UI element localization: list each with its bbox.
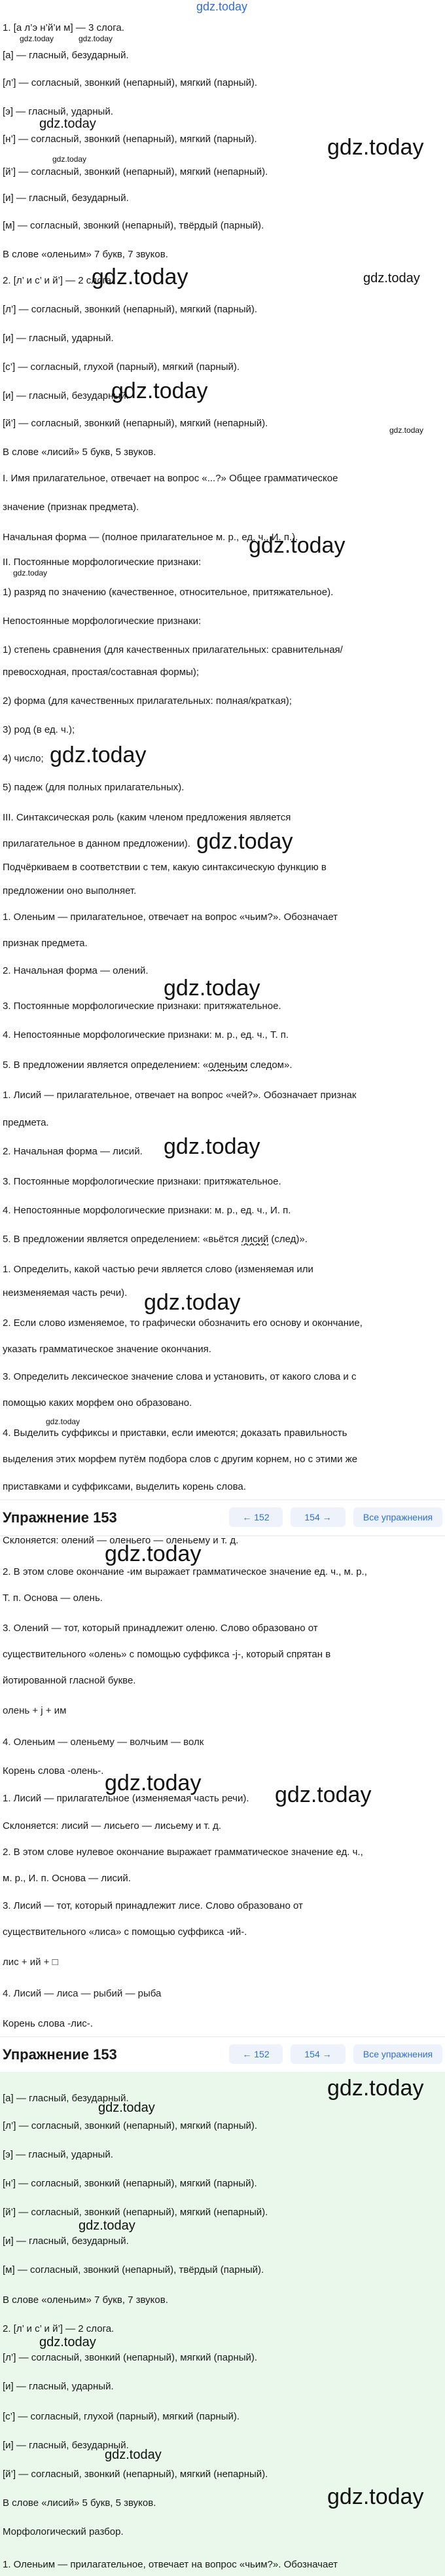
text-line: [л’] — согласный, звонкий (непарный), мягкий (парный). bbox=[3, 2120, 258, 2131]
text-line: [и] — гласный, ударный. bbox=[3, 333, 114, 344]
watermark: gdz.today bbox=[98, 2101, 155, 2115]
watermark: gdz.today bbox=[13, 568, 48, 578]
text-line: [э] — гласный, ударный. bbox=[3, 2149, 113, 2160]
text-line: Склоняется: лисий — лисьего — лисьему и т. д. bbox=[3, 1820, 222, 1831]
text-line: 2. В этом слове окончание -им выражает грамматическое значение ед. ч., м. р., bbox=[3, 1566, 367, 1577]
text-line: 2. [л’ и с’ и й’] — 2 слога. bbox=[3, 275, 115, 286]
text-line: 1) степень сравнения (для качественных прилагательных: сравнительная/ bbox=[3, 644, 343, 655]
text-line: превосходная, простая/составная формы); bbox=[3, 667, 199, 678]
text-line: [н’] — согласный, звонкий (непарный), мягкий (парный). bbox=[3, 134, 257, 145]
text-line: 4) число; bbox=[3, 753, 44, 764]
text-line: 3. Определить лексическое значение слова и установить, от какого слова и с bbox=[3, 1371, 357, 1382]
text-line: [с’] — согласный, глухой (парный), мягкий (парный). bbox=[3, 2411, 240, 2422]
text-line: I. Имя прилагательное, отвечает на вопрос «...?» Общее грамматическое bbox=[3, 473, 338, 484]
text-line: В слове «оленьим» 7 букв, 7 звуков. bbox=[3, 249, 168, 260]
text-line: указать грамматическое значение окончания. bbox=[3, 1344, 211, 1355]
text-line: [и] — гласный, безударный. bbox=[3, 193, 129, 204]
morpheme-formula: олень + j + им bbox=[3, 1705, 67, 1716]
text-part: 5. В предложении является определением: « bbox=[3, 1059, 209, 1071]
watermark: gdz.today bbox=[50, 743, 147, 767]
exercise-nav bbox=[0, 2036, 445, 2073]
text-line: [э] — гласный, ударный. bbox=[3, 106, 113, 117]
text-line: 2. Начальная форма — лисий. bbox=[3, 1146, 143, 1157]
text-line: 2. В этом слове нулевое окончание выражает грамматическое значение ед. ч., bbox=[3, 1847, 363, 1858]
text-line: Начальная форма — (полное прилагательное м. р., ед. ч., И. п.). bbox=[3, 532, 298, 543]
definition-line-olenim bbox=[3, 1059, 441, 1071]
text-line: 2. Если слово изменяемое, то графически обозначить его основу и окончание, bbox=[3, 1317, 363, 1329]
text-line: 5) падеж (для полных прилагательных). bbox=[3, 782, 185, 793]
watermark: gdz.today bbox=[39, 117, 96, 131]
definition-line-lisiy bbox=[3, 1234, 441, 1245]
prev-exercise-button[interactable]: ← 152 bbox=[229, 1507, 283, 1527]
text-line: предложении оно выполняет. bbox=[3, 885, 137, 896]
watermark: gdz.today bbox=[196, 829, 293, 854]
text-line: [й’] — согласный, звонкий (непарный), мягкий (непарный). bbox=[3, 166, 268, 177]
exercise-nav bbox=[0, 1500, 445, 1536]
text-line: Корень слова -лис-. bbox=[3, 2018, 93, 2029]
text-line: [и] — гласный, ударный. bbox=[3, 2381, 114, 2392]
watermark: gdz.today bbox=[39, 2335, 96, 2349]
watermark: gdz.today bbox=[363, 271, 420, 285]
text-line: [л’] — согласный, звонкий (непарный), мягкий (парный). bbox=[3, 304, 258, 315]
text-line: Непостоянные морфологические признаки: bbox=[3, 616, 202, 627]
morpheme-formula: лис + ий + □ bbox=[3, 1957, 58, 1968]
text-line: 2) форма (для качественных прилагательных: полная/краткая); bbox=[3, 695, 292, 707]
watermark: gdz.today bbox=[105, 2448, 162, 2462]
watermark: gdz.today bbox=[111, 378, 208, 403]
text-line: Подчёркиваем в соответствии с тем, какую синтаксическую функцию в bbox=[3, 862, 327, 873]
text-line: Склоняется: олений — оленьего — оленьему и т. д. bbox=[3, 1535, 239, 1546]
text-line: [м] — согласный, звонкий (непарный), твёрдый (парный). bbox=[3, 2264, 264, 2275]
all-exercises-button[interactable]: Все упражнения bbox=[353, 1507, 442, 1527]
text-line: II. Постоянные морфологические признаки: bbox=[3, 557, 202, 568]
text-line: [и] — гласный, безударный. bbox=[3, 2440, 129, 2451]
exercise-title: Упражнение 153 bbox=[3, 1509, 117, 1526]
text-line: помощью каких морфем оно образовано. bbox=[3, 1397, 192, 1408]
text-line: В слове «лисий» 5 букв, 5 звуков. bbox=[3, 2497, 156, 2509]
text-line: [м] — согласный, звонкий (непарный), твёрдый (парный). bbox=[3, 220, 264, 231]
prev-exercise-button[interactable]: ← 152 bbox=[229, 2044, 283, 2064]
next-exercise-button[interactable]: 154 → bbox=[291, 2044, 346, 2064]
text-line: 1. Лисий — прилагательное (изменяемая часть речи). bbox=[3, 1793, 249, 1804]
underlined-word: оленьим bbox=[208, 1059, 248, 1071]
text-line: [й’] — согласный, звонкий (непарный), мягкий (непарный). bbox=[3, 418, 268, 429]
morpheme-formula: 4. Оленьим — оленьему — волчьим — волк bbox=[3, 1737, 204, 1748]
exercise-title: Упражнение 153 bbox=[3, 2046, 117, 2063]
watermark: gdz.today bbox=[52, 155, 87, 164]
text-part: (след)». bbox=[268, 1234, 308, 1245]
watermark: gdz.today bbox=[164, 976, 260, 1001]
watermark: gdz.today bbox=[79, 34, 113, 43]
text-line: 3) род (в ед. ч.); bbox=[3, 724, 75, 735]
watermark: gdz.today bbox=[105, 1541, 202, 1566]
text-line: [с’] — согласный, глухой (парный), мягкий (парный). bbox=[3, 361, 240, 373]
watermark: gdz.today bbox=[164, 1134, 260, 1159]
text-line: м. р., И. п. Основа — лисий. bbox=[3, 1873, 131, 1884]
text-line: неизменяемая часть речи). bbox=[3, 1287, 128, 1298]
text-line: 3. Олений — тот, который принадлежит оленю. Слово образовано от bbox=[3, 1623, 318, 1634]
watermark: gdz.today bbox=[79, 2218, 135, 2233]
text-line: 1) разряд по значению (качественное, относительное, притяжательное). bbox=[3, 587, 334, 598]
text-line: предмета. bbox=[3, 1117, 49, 1128]
text-line: 3. Лисий — тот, который принадлежит лисе. Слово образовано от bbox=[3, 1900, 303, 1911]
text-line: Корень слова -олень-. bbox=[3, 1765, 104, 1776]
text-line: 4. Непостоянные морфологические признаки: м. р., ед. ч., И. п. bbox=[3, 1205, 291, 1216]
watermark: gdz.today bbox=[144, 1290, 241, 1315]
all-exercises-button[interactable]: Все упражнения bbox=[353, 2044, 442, 2064]
text-line: 4. Выделить суффиксы и приставки, если имеются; доказать правильность bbox=[3, 1427, 347, 1439]
watermark: gdz.today bbox=[92, 265, 188, 289]
watermark: gdz.today bbox=[389, 426, 424, 435]
text-line: 1. Определить, какой частью речи является слово (изменяемая или bbox=[3, 1264, 313, 1275]
text-line: 3. Постоянные морфологические признаки: притяжательное. bbox=[3, 1001, 281, 1012]
top-watermark: gdz.today bbox=[196, 0, 248, 13]
text-line: [л’] — согласный, звонкий (непарный), мягкий (парный). bbox=[3, 77, 258, 88]
watermark: gdz.today bbox=[249, 533, 346, 558]
text-line: [л’] — согласный, звонкий (непарный), мягкий (парный). bbox=[3, 2352, 258, 2363]
text-line: 1. [а л’э н’й’и м] — 3 слога. bbox=[3, 22, 124, 33]
watermark: gdz.today bbox=[20, 34, 54, 43]
underlined-word: лисий bbox=[241, 1234, 269, 1245]
text-line: [а] — гласный, безударный. bbox=[3, 2093, 129, 2104]
watermark: gdz.today bbox=[275, 1782, 372, 1807]
text-line: В слове «лисий» 5 букв, 5 звуков. bbox=[3, 447, 156, 458]
text-line: В слове «оленьим» 7 букв, 7 звуков. bbox=[3, 2294, 168, 2306]
text-line: йотированной гласной букве. bbox=[3, 1675, 136, 1686]
text-line: прилагательное в данном предложении). bbox=[3, 838, 190, 849]
text-line: 4. Непостоянные морфологические признаки: м. р., ед. ч., Т. п. bbox=[3, 1029, 289, 1040]
watermark: gdz.today bbox=[327, 2484, 424, 2509]
text-line: признак предмета. bbox=[3, 938, 88, 949]
watermark: gdz.today bbox=[105, 1771, 202, 1795]
watermark: gdz.today bbox=[327, 2076, 424, 2101]
text-line: 1. Лисий — прилагательное, отвечает на вопрос «чей?». Обозначает признак bbox=[3, 1090, 357, 1101]
text-part: следом». bbox=[247, 1059, 293, 1071]
text-line: 1. Оленьим — прилагательное, отвечает на вопрос «чьим?». Обозначает bbox=[3, 911, 338, 923]
text-line: [и] — гласный, безударный. bbox=[3, 390, 129, 401]
text-line: [й’] — согласный, звонкий (непарный), мягкий (непарный). bbox=[3, 2469, 268, 2480]
next-exercise-button[interactable]: 154 → bbox=[291, 1507, 346, 1527]
text-line: 1. Оленьим — прилагательное, отвечает на вопрос «чьим?». Обозначает bbox=[3, 2559, 338, 2570]
text-line: существительного «олень» с помощью суффикса -j-, который спрятан в bbox=[3, 1649, 331, 1660]
text-line: Морфологический разбор. bbox=[3, 2526, 124, 2537]
text-line: 3. Постоянные морфологические признаки: притяжательное. bbox=[3, 1176, 281, 1187]
text-line: приставками и суффиксами, выделить корень слова. bbox=[3, 1481, 246, 1492]
morpheme-formula: 4. Лисий — лиса — рыбий — рыба bbox=[3, 1988, 162, 1999]
text-line: [и] — гласный, безударный. bbox=[3, 2236, 129, 2247]
text-part: 5. В предложении является определением: «вьётся bbox=[3, 1234, 241, 1245]
highlighted-answer-block bbox=[0, 2072, 445, 2576]
watermark: gdz.today bbox=[327, 135, 424, 160]
text-line: III. Синтаксическая роль (каким членом предложения является bbox=[3, 812, 291, 823]
watermark: gdz.today bbox=[46, 1417, 80, 1426]
text-line: Т. п. Основа — олень. bbox=[3, 1592, 103, 1604]
text-line: [н’] — согласный, звонкий (непарный), мягкий (парный). bbox=[3, 2178, 257, 2189]
text-line: выделения этих морфем путём подбора слов с другим корнем, но с этими же bbox=[3, 1454, 358, 1465]
text-line: 2. [л’ и с’ и й’] — 2 слога. bbox=[3, 2323, 115, 2334]
text-line: [а] — гласный, безударный. bbox=[3, 50, 129, 61]
text-line: 2. Начальная форма — олений. bbox=[3, 965, 149, 976]
text-line: значение (признак предмета). bbox=[3, 502, 139, 513]
text-line: существительного «лиса» с помощью суффикса -ий-. bbox=[3, 1926, 247, 1938]
text-line: [й’] — согласный, звонкий (непарный), мягкий (непарный). bbox=[3, 2207, 268, 2218]
